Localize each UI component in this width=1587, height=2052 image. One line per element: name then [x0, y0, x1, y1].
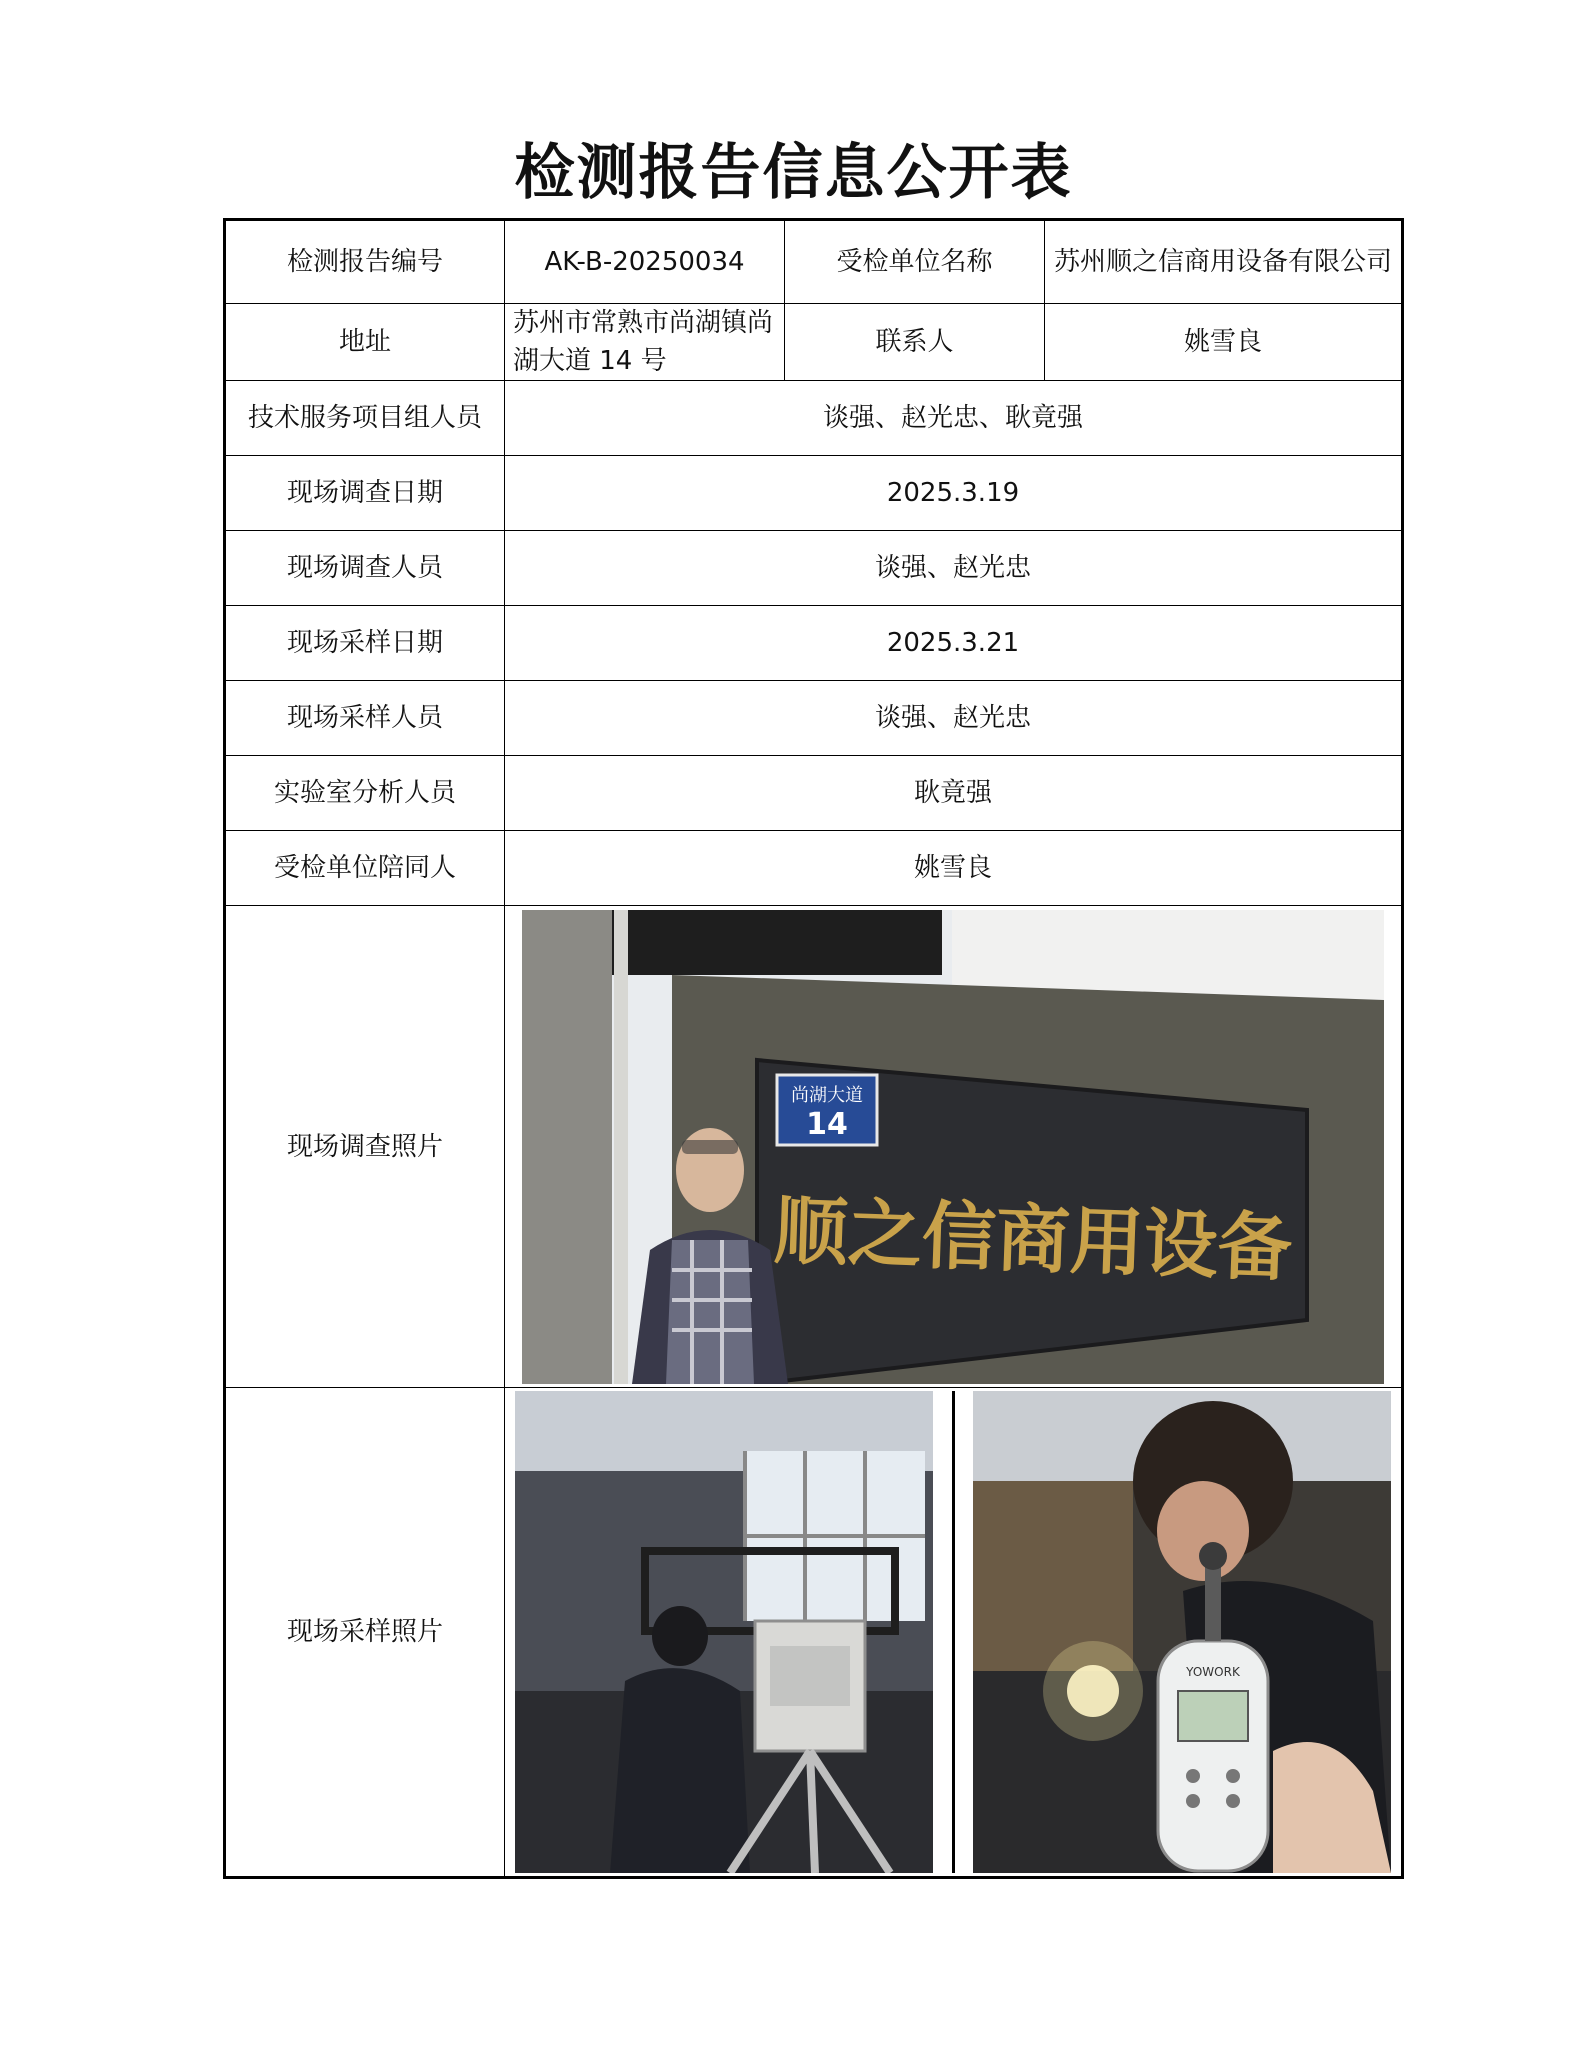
survey-photo-cell [505, 906, 1403, 1388]
address-plate-number: 14 [806, 1106, 848, 1142]
survey-photo [522, 910, 1384, 1384]
photo-divider [952, 1391, 955, 1873]
lab-staff-value: 耿竟强 [505, 756, 1403, 831]
sampling-photo-cell [505, 1388, 1403, 1878]
survey-date-label: 现场调查日期 [225, 456, 505, 531]
contact-value: 姚雪良 [1045, 304, 1403, 381]
table-row [225, 381, 1403, 456]
sampling-photo-right [973, 1391, 1391, 1873]
page-title: 检测报告信息公开表 [514, 138, 1073, 208]
info-table [223, 218, 1404, 1879]
sampling-photo-label: 现场采样照片 [225, 1388, 505, 1878]
escort-value: 姚雪良 [505, 831, 1403, 906]
sampling-photo-left [515, 1391, 933, 1873]
team-label: 技术服务项目组人员 [225, 381, 505, 456]
sampling-staff-value: 谈强、赵光忠 [505, 681, 1403, 756]
sampling-date-value: 2025.3.21 [505, 606, 1403, 681]
escort-label: 受检单位陪同人 [225, 831, 505, 906]
report-no-value: AK-B-20250034 [505, 220, 785, 304]
table-row [225, 756, 1403, 831]
survey-photo-label: 现场调查照片 [225, 906, 505, 1388]
table-row [225, 681, 1403, 756]
table-row [225, 304, 1403, 381]
lab-staff-label: 实验室分析人员 [225, 756, 505, 831]
address-label: 地址 [225, 304, 505, 381]
team-value: 谈强、赵光忠、耿竟强 [505, 381, 1403, 456]
address-plate-label: 尚湖大道 [791, 1084, 863, 1106]
sampling-staff-label: 现场采样人员 [225, 681, 505, 756]
table-row [225, 606, 1403, 681]
table-row [225, 906, 1403, 1388]
sign-text: 顺之信商用设备 [772, 1187, 1294, 1292]
table-row [225, 531, 1403, 606]
unit-name-value: 苏州顺之信商用设备有限公司 [1045, 220, 1403, 304]
table-row [225, 831, 1403, 906]
survey-date-value: 2025.3.19 [505, 456, 1403, 531]
address-value: 苏州市常熟市尚湖镇尚湖大道 14 号 [505, 304, 785, 381]
table-row [225, 220, 1403, 304]
table-row [225, 456, 1403, 531]
survey-staff-label: 现场调查人员 [225, 531, 505, 606]
table-row [225, 1388, 1403, 1878]
meter-brand: YOWORK [1186, 1665, 1240, 1679]
sampling-date-label: 现场采样日期 [225, 606, 505, 681]
contact-label: 联系人 [785, 304, 1045, 381]
survey-staff-value: 谈强、赵光忠 [505, 531, 1403, 606]
report-no-label: 检测报告编号 [225, 220, 505, 304]
unit-name-label: 受检单位名称 [785, 220, 1045, 304]
